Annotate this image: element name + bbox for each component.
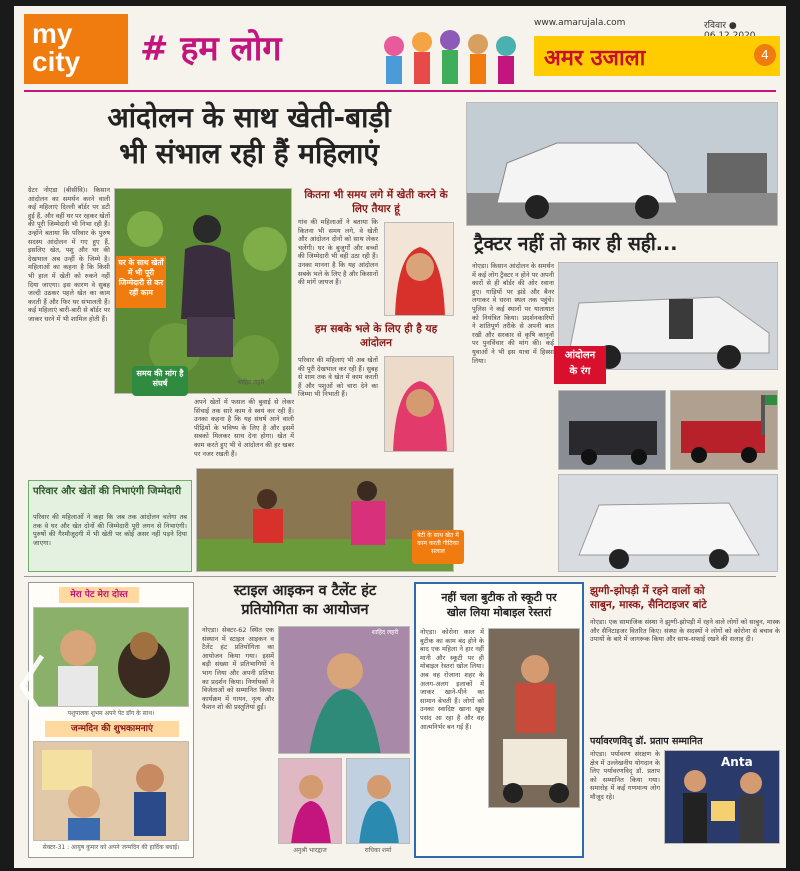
bottom-divider <box>24 576 776 577</box>
style-winner-art <box>279 627 410 754</box>
contestant-2-art <box>347 759 410 844</box>
portrait-1-art <box>385 223 454 316</box>
protest-colors-badge <box>554 346 606 384</box>
white-car-photo <box>558 474 778 572</box>
sub-headline-1: कितना भी समय लगे में खेती करने के लिए तैयार हूं <box>304 189 448 215</box>
contestant-photo-2 <box>346 758 410 844</box>
page-number: 4 <box>754 44 776 66</box>
pet-title: मेरा पेट मेरा दोस्त <box>59 587 139 603</box>
slum-column: नोएडा। एक सामाजिक संस्था ने झुग्गी-झोपड़ी में रहने वाले लोगों को साबुन, मास्क और सैनिटाइजर वितरित किए। संस्था के सदस्यों ने लोगों को कोरोना से बचाव के उपायों के बारे में जागरूक किया और साफ-सफाई रखने की सलाह दी। <box>590 618 780 644</box>
boutique-headline <box>420 590 578 620</box>
lead-column-4: परिवार की महिलाएं भी अब खेतों की पूरी देखभाल कर रही हैं। सुबह से शाम तक वे खेत में काम करती हैं और पशुओं को चारा देने का जिम्मा भी निभाती हैं। <box>298 356 378 399</box>
birthday-caption: सेक्टर-31 : आयुष कुमार को अपने जन्मदिन की हार्दिक बधाई। <box>42 844 180 851</box>
style-column: नोएडा। सेक्टर-62 स्थित एक संस्थान में स्टाइल आइकन व टैलेंट हंट प्रतियोगिता का आयोजन किया गया। इसमें बड़ी संख्या में प्रतिभागियों ने भाग लिया और अपनी प्रतिभा का प्रदर्शन किया। निर्णायकों ने विजेताओं को सम्मानित किया। कार्यक्रम में गायन, नृत्य और फैशन शो की प्रस्तुतियां हुईं। <box>202 626 274 712</box>
struggle-badge: समय की मांग है संघर्ष <box>132 366 188 396</box>
style-headline <box>200 582 410 620</box>
award-headline: पर्यावरणविद् डॉ. प्रताप सम्मानित <box>590 736 703 747</box>
birthday-photo <box>33 741 189 841</box>
family-section <box>28 480 192 572</box>
jeep-art <box>671 391 778 470</box>
award-banner-text: Anta <box>721 755 753 769</box>
people-illustration <box>374 16 524 86</box>
lead-headline-line1: आंदोलन के साथ खेती-बाड़ी <box>107 101 391 134</box>
style-winner-photo <box>278 626 410 754</box>
pet-and-birthday-box <box>28 582 194 858</box>
boutique-headline-line2: खोल लिया मोबाइल रेस्तरां <box>446 606 552 619</box>
family-paragraph: परिवार की महिलाओं ने कहा कि जब तक आंदोलन चलेगा तब तक वे घर और खेत दोनों की जिम्मेदारी पूरी लगन से निभाएंगी। पुरुषों की गैरमौजूदगी में भी खेती पर कोई असर नहीं पड़ने दिया जाएगा। <box>33 513 187 547</box>
slum-headline-line1: झुग्गी-झोपड़ी में रहने वालों को <box>590 585 705 597</box>
award-column: नोएडा। पर्यावरण संरक्षण के क्षेत्र में उल्लेखनीय योगदान के लिए पर्यावरणविद् डॉ. प्रताप को सम्मानित किया गया। समारोह में कई गणमान्य लोग मौजूद रहे। <box>590 750 660 801</box>
pet-photo <box>33 607 189 707</box>
daughter-caption: बेटी के साथ खेत में काम करती गीतिका सलाल <box>412 530 464 564</box>
lead-column-3: गांव की महिलाओं ने बताया कि कितना भी समय लगे, वे खेती और आंदोलन दोनों को साथ लेकर चलेंगी। घर के बुजुर्गों और बच्चों की जिम्मेदारी भी वही उठा रही हैं। उनका मानना है कि यह आंदोलन सबके भले के लिए है और किसानों की मांगें जायज हैं। <box>298 218 378 287</box>
boutique-box <box>414 582 584 858</box>
style-headline-line1: स्टाइल आइकन व टैलेंट हंट <box>233 583 377 599</box>
photo-credit: शाहिद लहरी <box>237 379 265 386</box>
website: www.amarujala.com <box>534 18 626 28</box>
lead-column-1: ग्रेटर नोएडा (बीसीवि)। किसान आंदोलन का समर्थन करने वाली कई महिलाएं दिल्ली बॉर्डर पर डटी हुई हैं, और वहीं घर पर रहकर खेतों की पूरी जिम्मेदारी भी निभा रही हैं। उन्होंने बताया कि परिवार के पुरुष सदस्य आंदोलन में गए हुए हैं, इसलिए खेत, पशु और घर की देखभाल अब उन्हीं के जिम्मे है। महिलाओं का कहना है कि किसी भी हाल में खेती को रुकने नहीं दिया जाएगा। इस कारण वे सुबह जल्दी उठकर पहले खेत का काम करती हैं और फिर घर संभालती हैं। कई महिलाएं बारी-बारी से बॉर्डर पर जाकर धरने में भी शामिल होती हैं। <box>28 186 110 323</box>
suv-photo <box>558 390 666 470</box>
date: रविवार ● <box>704 21 737 31</box>
family-headline: परिवार और खेतों की निभाएंगी जिम्मेदारी <box>33 486 182 497</box>
lead-headline-line2: भी संभाल रही हैं महिलाएं <box>119 137 379 170</box>
woman-portrait-2 <box>384 356 454 452</box>
masthead-rule <box>24 90 776 92</box>
boutique-column: नोएडा। कोरोना काल में बुटीक का काम बंद होने के बाद एक महिला ने हार नहीं मानी और स्कूटी पर ही मोबाइल रेस्तरां खोल लिया। अब वह रोजाना शहर के अलग-अलग इलाकों में जाकर खाने-पीने का सामान बेचती हैं। लोगों को उनका स्वादिष्ट खाना खूब पसंद आ रहा है और वह आत्मनिर्भर बन गई हैं। <box>420 628 484 731</box>
pet-photo-art <box>34 608 189 707</box>
pet-caption: पशुपालक शुभम अपने पेट डॉग के साथ। <box>67 710 155 717</box>
contestant-caption-1: अनुश्री भारद्वाज <box>293 847 327 854</box>
birthday-title: जन्मदिन की शुभकामनाएं <box>45 721 179 737</box>
red-jeep-photo <box>670 390 778 470</box>
section-name: my city <box>32 18 81 77</box>
boutique-headline-line1: नहीं चला बुटीक तो स्कूटी पर <box>441 591 557 604</box>
boutique-column-continued <box>420 812 580 856</box>
contestant-1-art <box>279 759 342 844</box>
scooter-restaurant-photo <box>488 628 580 808</box>
contestant-photo-1 <box>278 758 342 844</box>
slum-headline-line2: साबुन, मास्क, सैनिटाइजर बांटे <box>590 599 707 611</box>
slum-headline <box>590 584 780 612</box>
style-photo-credit: शाहिद लहरी <box>371 629 399 636</box>
protest-badge-line2: के रंग <box>569 366 591 377</box>
car-rally-art <box>467 103 778 226</box>
newspaper-name: अमर उजाला <box>534 36 780 76</box>
suv-art <box>559 391 666 470</box>
woman-portrait-1 <box>384 222 454 316</box>
portrait-2-art <box>385 357 454 452</box>
award-photo <box>664 750 780 844</box>
lead-column-2: अपने खेतों में फसल की बुवाई से लेकर सिंचाई तक सारे काम वे स्वयं कर रही हैं। उनका कहना है कि यह संघर्ष आने वाली पीढ़ियों के भविष्य के लिए है और इसमें सबको मिलकर साथ देना होगा। खेत में काम करते हुए भी वे आंदोलन की हर खबर पर नजर रखती हैं। <box>194 398 294 458</box>
field-work-badge: घर के साथ खेतों में भी पूरी जिम्मेदारी से कर रहीं काम <box>116 256 166 308</box>
newspaper-page <box>14 6 786 868</box>
section-tag: # हम लोग <box>140 29 282 69</box>
protest-badge-line1: आंदोलन <box>564 350 596 361</box>
car-rally-photo <box>466 102 778 226</box>
previous-arrow-icon[interactable] <box>14 646 50 726</box>
scooter-art <box>489 629 580 808</box>
side-headline: ट्रैक्टर नहीं तो कार ही सही... <box>474 233 678 255</box>
style-headline-line2: प्रतियोगिता का आयोजन <box>241 602 369 618</box>
birthday-photo-art <box>34 742 189 841</box>
contestant-caption-2: राधिका शर्मा <box>364 847 392 854</box>
lead-headline <box>34 100 464 172</box>
side-column: नोएडा। किसान आंदोलन के समर्थन में कई लोग ट्रैक्टर न होने पर अपनी कारों से ही बॉर्डर की ओर रवाना हुए। गाड़ियों पर झंडे और बैनर लगाकर वे धरना स्थल तक पहुंचे। पुलिस ने कई स्थानों पर यातायात को नियंत्रित किया। प्रदर्शनकारियों ने शांतिपूर्ण तरीके से अपनी बात रखी और सरकार से कृषि कानूनों पर पुनर्विचार की मांग की। कई युवाओं ने भी इस यात्रा में हिस्सा लिया। <box>472 262 554 365</box>
sub-headline-2: हम सबके भले के लिए ही है यह आंदोलन <box>314 323 438 349</box>
white-car-art <box>559 475 778 572</box>
my-city-logo <box>24 14 128 84</box>
